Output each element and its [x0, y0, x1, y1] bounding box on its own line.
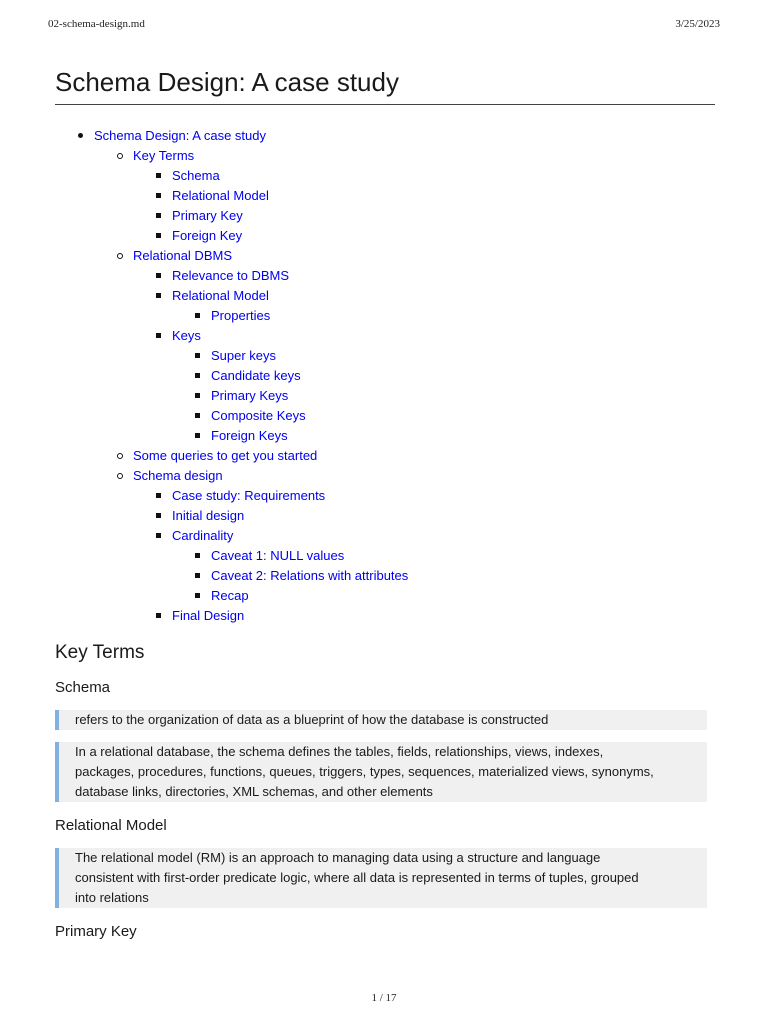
toc-item [55, 446, 715, 466]
toc-item [55, 126, 715, 146]
page-title: Schema Design: A case study [55, 62, 715, 105]
toc-link[interactable]: Relevance to DBMS [172, 268, 290, 283]
bullet-icon [156, 193, 161, 198]
quote-line: packages, procedures, functions, queues, triggers, types, sequences, materialized views, synonyms, [75, 764, 654, 779]
quote-line: into relations [75, 890, 149, 905]
bullet-icon [117, 253, 123, 259]
toc-link[interactable]: Initial design [172, 508, 245, 523]
toc-link[interactable]: Caveat 1: NULL values [211, 548, 345, 563]
toc-link[interactable]: Cardinality [172, 528, 234, 543]
toc-link[interactable]: Some queries to get you started [133, 448, 318, 463]
toc-link[interactable]: Relational DBMS [133, 248, 232, 263]
toc-link[interactable]: Schema [172, 168, 220, 183]
quote-line: The relational model (RM) is an approach to managing data using a structure and language [75, 850, 601, 865]
bullet-icon [195, 393, 200, 398]
toc-item [55, 526, 715, 546]
toc-item [55, 546, 715, 566]
bullet-icon [156, 533, 161, 538]
toc-item [55, 166, 715, 186]
toc-link[interactable]: Key Terms [133, 148, 195, 163]
blockquote-relational-model [55, 848, 707, 908]
quote-line: In a relational database, the schema defines the tables, fields, relationships, views, indexes, [75, 744, 604, 759]
bullet-icon [117, 473, 123, 479]
blockquote-schema-definition [55, 710, 707, 730]
bullet-icon [156, 293, 161, 298]
bullet-icon [78, 133, 83, 138]
bullet-icon [156, 513, 161, 518]
bullet-icon [156, 233, 161, 238]
blockquote-schema-relational [55, 742, 707, 802]
toc-item [55, 406, 715, 426]
bullet-icon [156, 273, 161, 278]
bullet-icon [195, 553, 200, 558]
toc-item [55, 606, 715, 626]
toc-item [55, 426, 715, 446]
toc-item [55, 486, 715, 506]
toc-item [55, 226, 715, 246]
bullet-icon [195, 433, 200, 438]
bullet-icon [156, 173, 161, 178]
quote-line: consistent with first-order predicate logic, where all data is represented in terms of tuples, grouped [75, 870, 639, 885]
toc-link[interactable]: Schema Design: A case study [94, 128, 266, 143]
toc-link[interactable]: Primary Keys [211, 388, 289, 403]
document-page [55, 62, 715, 942]
toc-link[interactable]: Super keys [211, 348, 277, 363]
heading-key-terms: Key Terms [55, 642, 145, 663]
bullet-icon [156, 613, 161, 618]
toc-item [55, 346, 715, 366]
bullet-icon [195, 573, 200, 578]
toc-item [55, 366, 715, 386]
toc-item [55, 306, 715, 326]
bullet-icon [156, 493, 161, 498]
heading-schema: Schema [55, 679, 111, 696]
toc-link[interactable]: Keys [172, 328, 201, 343]
bullet-icon [195, 413, 200, 418]
toc-link[interactable]: Foreign Keys [211, 428, 288, 443]
toc-item [55, 206, 715, 226]
toc-link[interactable]: Relational Model [172, 288, 269, 303]
toc-link[interactable]: Properties [211, 308, 271, 323]
toc-item [55, 386, 715, 406]
table-of-contents [55, 126, 715, 626]
toc-link[interactable]: Foreign Key [172, 228, 243, 243]
bullet-icon [195, 593, 200, 598]
heading-relational-model: Relational Model [55, 817, 167, 834]
print-header-filename: 02-schema-design.md [48, 18, 145, 30]
toc-link[interactable]: Caveat 2: Relations with attributes [211, 568, 409, 583]
toc-item [55, 246, 715, 266]
toc-link[interactable]: Recap [211, 588, 249, 603]
toc-item [55, 286, 715, 306]
toc-item [55, 466, 715, 486]
toc-item [55, 186, 715, 206]
bullet-icon [117, 453, 123, 459]
heading-primary-key: Primary Key [55, 923, 137, 940]
page-number: 1 / 17 [371, 992, 397, 1004]
toc-link[interactable]: Primary Key [172, 208, 243, 223]
toc-link[interactable]: Schema design [133, 468, 223, 483]
toc-link[interactable]: Candidate keys [211, 368, 301, 383]
toc-link[interactable]: Composite Keys [211, 408, 306, 423]
toc-item [55, 326, 715, 346]
toc-item [55, 506, 715, 526]
bullet-icon [156, 213, 161, 218]
bullet-icon [117, 153, 123, 159]
bullet-icon [195, 373, 200, 378]
toc-item [55, 146, 715, 166]
print-header-date: 3/25/2023 [675, 18, 720, 30]
toc-link[interactable]: Case study: Requirements [172, 488, 326, 503]
quote-line: refers to the organization of data as a blueprint of how the database is constructed [75, 712, 549, 727]
toc-link[interactable]: Final Design [172, 608, 245, 623]
toc-item [55, 566, 715, 586]
quote-line: database links, directories, XML schemas, and other elements [75, 784, 433, 799]
bullet-icon [195, 353, 200, 358]
toc-link[interactable]: Relational Model [172, 188, 269, 203]
bullet-icon [195, 313, 200, 318]
toc-item [55, 266, 715, 286]
bullet-icon [156, 333, 161, 338]
toc-item [55, 586, 715, 606]
